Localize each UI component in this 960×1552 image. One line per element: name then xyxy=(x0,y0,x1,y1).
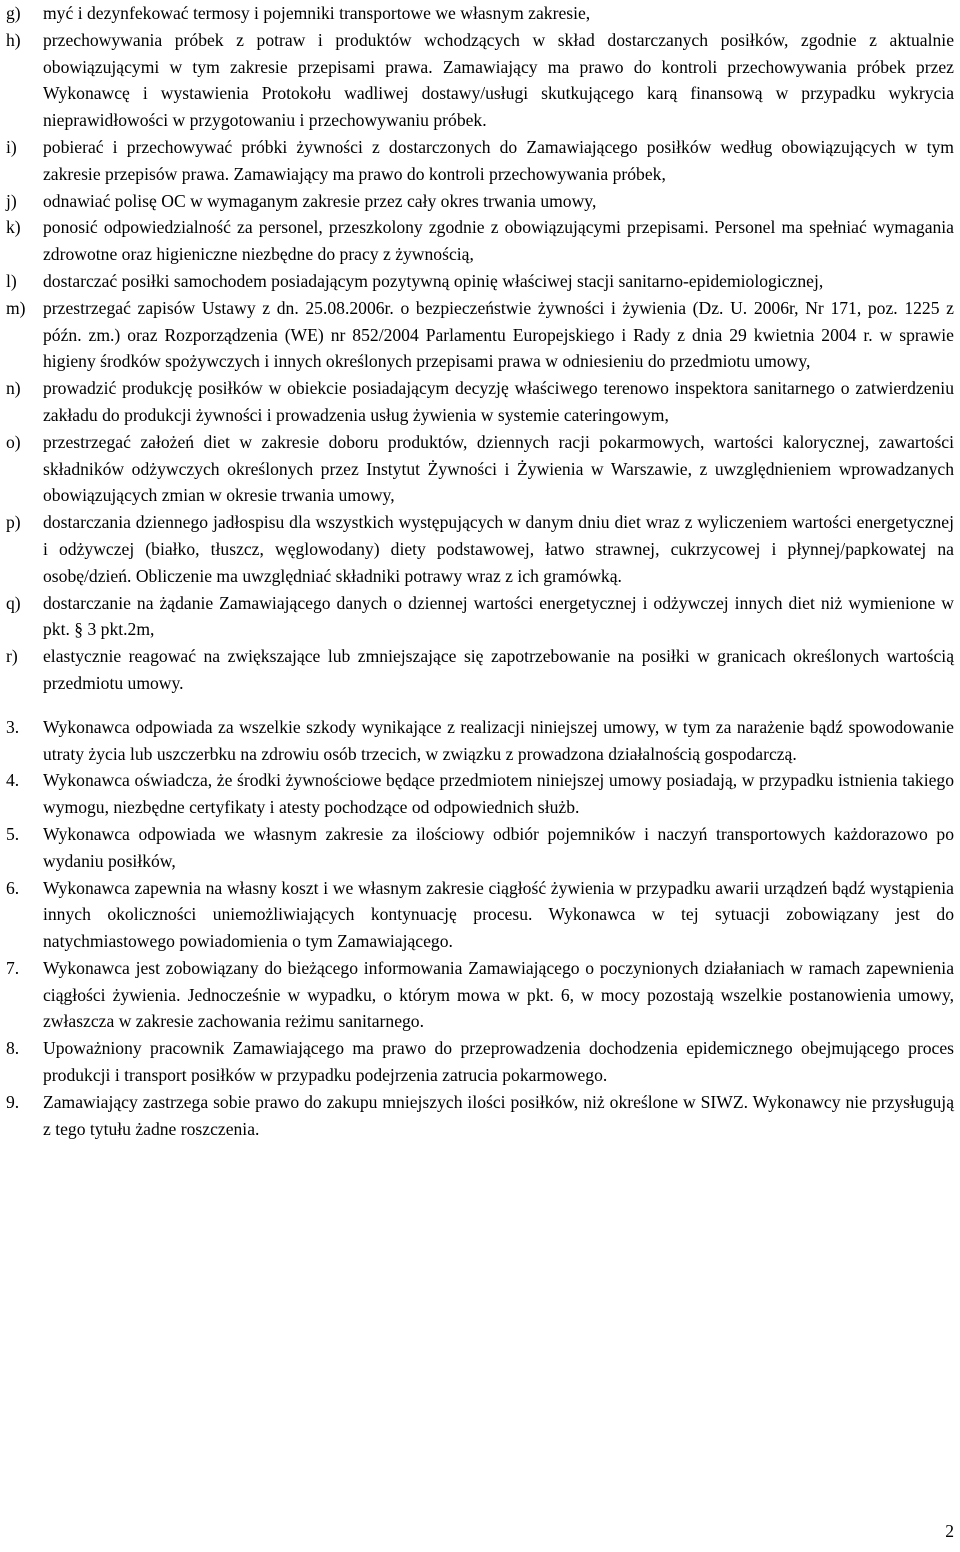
item-marker: r) xyxy=(6,646,18,667)
item-marker: 5. xyxy=(6,823,20,844)
item-text: ponosić odpowiedzialność za personel, przeszkolony zgodnie z obowiązującymi przepisami. Personel ma spełniać wymagania zdrowotne oraz higieniczne niezbędne do pracy z żywnością, xyxy=(43,217,954,265)
item-text: Wykonawca odpowiada we własnym zakresie za ilościowy odbiór pojemników i naczyń transportowych każdorazowo po wydaniu posiłków, xyxy=(43,823,954,871)
item-marker: m) xyxy=(6,297,26,318)
list-item xyxy=(6,188,954,215)
item-marker: l) xyxy=(6,270,17,291)
item-marker: n) xyxy=(6,378,21,399)
numbered-list xyxy=(6,714,954,1143)
item-text: odnawiać polisę OC w wymaganym zakresie przez cały okres trwania umowy, xyxy=(43,190,597,211)
item-text: myć i dezynfekować termosy i pojemniki transportowe we własnym zakresie, xyxy=(43,3,591,23)
item-marker: 3. xyxy=(6,716,20,737)
item-text: elastycznie reagować na zwiększające lub zmniejszające się zapotrzebowanie na posiłki w granicach określonych wartością przedmiotu umowy. xyxy=(43,646,954,693)
list-item xyxy=(6,1089,954,1143)
item-marker: h) xyxy=(6,29,21,50)
item-marker: p) xyxy=(6,512,21,533)
item-text: przestrzegać zapisów Ustawy z dn. 25.08.2006r. o bezpieczeństwie żywności i żywienia (Dz. U. 2006r, Nr 171, poz. 1225 z późn. zm.) oraz Rozporządzenia (WE) nr 852/2004 Parlamentu Europejskiego i Rady z dnia 29 kwietnia 2004 r. w sprawie higieny środków spożywczych i innych określonych przepisami prawa w odniesieniu do przedmiotu umowy, xyxy=(43,297,954,372)
list-item xyxy=(6,509,954,589)
document-page xyxy=(6,0,954,1142)
list-item xyxy=(6,767,954,821)
item-marker: j) xyxy=(6,190,17,211)
item-marker: 8. xyxy=(6,1038,20,1059)
list-item xyxy=(6,134,954,188)
item-text: dostarczać posiłki samochodem posiadającym pozytywną opinię właściwej stacji sanitarno-epidemiologicznej, xyxy=(43,270,824,291)
list-item xyxy=(6,375,954,429)
item-text: przechowywania próbek z potraw i produktów wchodzących w skład dostarczanych posiłków, zgodnie z aktualnie obowiązującymi w tym zakresie przepisami prawa. Zamawiający ma prawo do kontroli przechowywania próbek przez Wykonawcę i wystawienia Protokołu wadliwej dostawy/usługi skutkującego karą finansową w przypadku wykrycia nieprawidłowości w przygotowaniu i przechowywaniu próbek. xyxy=(43,29,954,131)
item-text: Wykonawca oświadcza, że środki żywnościowe będące przedmiotem niniejszej umowy posiadają, w przypadku istnienia takiego wymogu, niezbędne certyfikaty i atesty pochodzące od odpowiednich służb. xyxy=(43,770,954,818)
list-item xyxy=(6,590,954,644)
item-text: prowadzić produkcję posiłków w obiekcie posiadającym decyzję właściwego terenowo inspektora sanitarnego o zatwierdzeniu zakładu do produkcji żywności i prowadzenia usług żywienia w systemie cateringowym, xyxy=(43,378,954,425)
list-item xyxy=(6,714,954,768)
list-item xyxy=(6,821,954,875)
list-item xyxy=(6,0,954,27)
item-marker: g) xyxy=(6,3,21,23)
item-text: Zamawiający zastrzega sobie prawo do zakupu mniejszych ilości posiłków, niż określone w SIWZ. Wykonawcy nie przysługują z tego tytułu żadne roszczenia. xyxy=(43,1091,954,1139)
item-text: Upoważniony pracownik Zamawiającego ma prawo do przeprowadzenia dochodzenia epidemicznego obejmującego proces produkcji i transport posiłków w przypadku podejrzenia zatrucia pokarmowego. xyxy=(43,1038,954,1086)
item-text: pobierać i przechowywać próbki żywności z dostarczonych do Zamawiającego posiłków według obowiązujących w tym zakresie przepisów prawa. Zamawiający ma prawo do kontroli przechowywania próbek, xyxy=(43,136,954,184)
list-item xyxy=(6,429,954,509)
item-marker: k) xyxy=(6,217,21,238)
item-marker: 7. xyxy=(6,957,20,978)
list-item xyxy=(6,27,954,134)
item-marker: i) xyxy=(6,136,17,157)
item-text: Wykonawca zapewnia na własny koszt i we własnym zakresie ciągłość żywienia w przypadku awarii urządzeń bądź wystąpienia innych okoliczności uniemożliwiających kontynuację procesu. Wykonawca w tej sytuacji zobowiązany jest do natychmiastowego powiadomienia o tym Zamawiającego. xyxy=(43,877,954,952)
list-item xyxy=(6,875,954,955)
item-marker: 9. xyxy=(6,1091,20,1112)
list-item xyxy=(6,955,954,1035)
item-marker: o) xyxy=(6,431,21,452)
item-text: Wykonawca odpowiada za wszelkie szkody wynikające z realizacji niniejszej umowy, w tym za narażenie bądź spowodowanie utraty życia lub uszczerbku na zdrowiu osób trzecich, w związku z prowadzona działalnością gospodarczą. xyxy=(43,716,954,764)
item-text: Wykonawca jest zobowiązany do bieżącego informowania Zamawiającego o poczynionych działaniach w ramach zapewnienia ciągłości żywienia. Jednocześnie w wypadku, o którym mowa w pkt. 6, w mocy pozostają wszelkie postanowienia umowy, zwłaszcza w zakresie zachowania reżimu sanitarnego. xyxy=(43,957,954,1032)
lettered-list xyxy=(6,0,954,697)
list-item xyxy=(6,295,954,375)
item-marker: q) xyxy=(6,592,21,613)
item-text: dostarczanie na żądanie Zamawiającego danych o dziennej wartości energetycznej i odżywczej innych diet niż wymienione w pkt. § 3 pkt.2m, xyxy=(43,592,954,640)
item-text: dostarczania dziennego jadłospisu dla wszystkich występujących w danym dniu diet wraz z wyliczeniem wartości energetycznej i odżywczej (białko, tłuszcz, węglowodany) diety podstawowej, łatwo strawnej, cukrzycowej i płynnej/papkowatej na osobę/dzień. Obliczenie ma uwzględniać składniki potrawy wraz z ich gramówką. xyxy=(43,512,954,586)
list-item xyxy=(6,214,954,268)
page-number: 2 xyxy=(945,1521,954,1541)
list-item xyxy=(6,643,954,697)
item-marker: 4. xyxy=(6,770,20,791)
item-marker: 6. xyxy=(6,877,20,898)
list-item xyxy=(6,1035,954,1089)
item-text: przestrzegać założeń diet w zakresie doboru produktów, dziennych racji pokarmowych, wartości kalorycznej, zawartości składników odżywczych określonych przez Instytut Żywności i Żywienia w Warszawie, z uwzględnieniem wprowadzanych obowiązujących zmian w okresie trwania umowy, xyxy=(43,431,954,506)
list-item xyxy=(6,268,954,295)
